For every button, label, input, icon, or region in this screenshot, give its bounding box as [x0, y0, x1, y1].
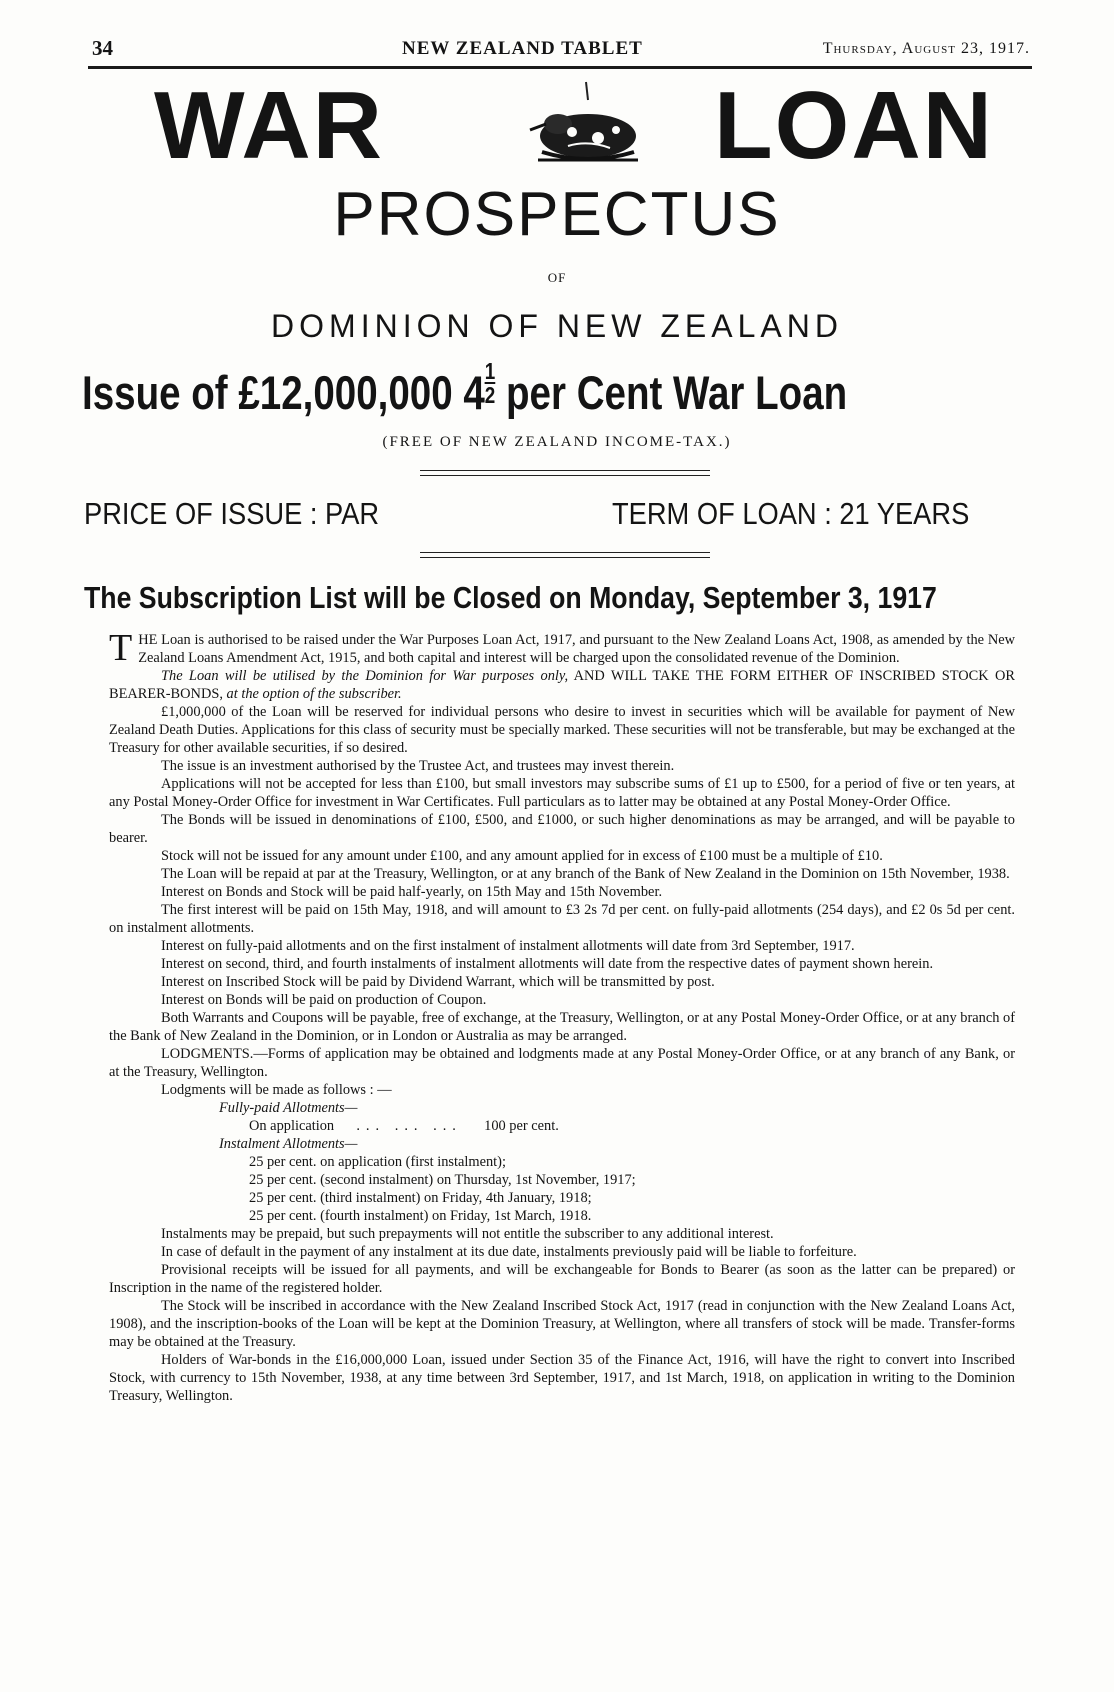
tax-free-note: (FREE OF NEW ZEALAND INCOME-TAX.)	[382, 434, 732, 450]
paragraph: The first interest will be paid on 15th May, 1918, and will amount to £3 2s 7d per cent. on fully-paid allotments (254 days), and £2 0s 5d per cent. on instalment allotments.	[109, 902, 1015, 936]
of-connector: OF	[547, 270, 567, 285]
paragraph: Instalments may be prepaid, but such prepayments will not entitle the subscriber to any additional interest.	[161, 1226, 774, 1242]
dominion-heading: DOMINION OF NEW ZEALAND	[271, 308, 843, 344]
page-number: 34	[92, 36, 113, 60]
paragraph: £1,000,000 of the Loan will be reserved for individual persons who desire to invest in securities which will be available for payment of New Zealand Death Duties. Applications for this class of security must be specially marked. These securities will not be transferable, but may be exchanged at the Treasury for other available securities, if so desired.	[109, 704, 1015, 756]
instalment-line: 25 per cent. on application (first instalment);	[249, 1154, 506, 1170]
paragraph: The Loan will be repaid at par at the Treasury, Wellington, or at any branch of the Bank of New Zealand in the Dominion on 15th November, 1938.	[161, 866, 1010, 882]
issue-date: Thursday, August 23, 1917.	[822, 40, 1030, 57]
paragraph: Lodgments will be made as follows : —	[161, 1082, 392, 1098]
newspaper-name: NEW ZEALAND TABLET	[402, 38, 643, 59]
paragraph: The Loan will be utilised by the Dominion for War purposes only, AND WILL TAKE THE FORM EITHER OF INSCRIBED STOCK OR BEARER-BONDS, at the option of the subscriber.	[109, 668, 1015, 702]
running-header	[92, 36, 1030, 62]
paragraph: Interest on Bonds and Stock will be paid half-yearly, on 15th May and 15th November.	[161, 884, 663, 900]
instalment-line: 25 per cent. (fourth instalment) on Friday, 1st March, 1918.	[249, 1208, 592, 1224]
price-of-issue: PRICE OF ISSUE : PAR	[84, 496, 380, 531]
paragraph: Interest on Inscribed Stock will be paid by Dividend Warrant, which will be transmitted by post.	[161, 974, 715, 990]
paragraph: Stock will not be issued for any amount under £100, and any amount applied for in excess of £100 must be a multiple of £10.	[161, 848, 883, 864]
issue-headline	[82, 360, 1033, 422]
paragraph: The issue is an investment authorised by the Trustee Act, and trustees may invest therein.	[161, 758, 675, 774]
term-of-loan: TERM OF LOAN : 21 YEARS	[612, 496, 970, 531]
issue-suffix: per Cent War Loan	[495, 366, 848, 419]
war-loan-banner	[92, 72, 1030, 180]
fraction-numerator: 1	[484, 358, 496, 384]
paragraph: THE Loan is authorised to be raised under the War Purposes Loan Act, 1917, and pursuant to the New Zealand Loans Act, 1908, as amended by the New Zealand Loans Amendment Act, 1915, and both capital and interest will be charged upon the consolidated revenue of the Dominion.	[109, 627, 1015, 669]
paragraph: In case of default in the payment of any instalment at its due date, instalments previously paid will be liable to forfeiture.	[161, 1244, 857, 1260]
headline-war: WAR	[154, 72, 384, 179]
paragraph: LODGMENTS.—Forms of application may be obtained and lodgments made at any Postal Money-Order Office, or at any branch of any Bank, or at the Treasury, Wellington.	[109, 1046, 1015, 1080]
closing-notice: The Subscription List will be Closed on Monday, September 3, 1917	[84, 580, 937, 615]
kiwi-emblem-icon	[528, 80, 648, 168]
lodgment-line: On application ... ... ... 100 per cent.	[249, 1118, 559, 1134]
divider-rule	[420, 552, 710, 558]
prospectus-heading: PROSPECTUS	[333, 180, 781, 249]
paragraph: Applications will not be accepted for less than £100, but small investors may subscribe sums of £1 up to £500, for a period of five or ten years, at any Postal Money-Order Office for investment in War Certificates. Full particulars as to latter may be obtained at any Postal Money-Order Office.	[109, 776, 1015, 810]
prospectus-body	[109, 627, 1015, 1405]
paragraph: The Bonds will be issued in denominations of £100, £500, and £1000, or such higher denominations as may be arranged, and will be payable to bearer.	[109, 812, 1015, 846]
paragraph: Both Warrants and Coupons will be payable, free of exchange, at the Treasury, Wellington, or at any Postal Money-Order Office, or at any branch of the Bank of New Zealand in the Dominion, or in London or Australia as may be arranged.	[109, 1010, 1015, 1044]
drop-cap: T	[109, 627, 133, 669]
header-rule	[88, 66, 1032, 69]
paragraph: Interest on second, third, and fourth instalments of instalment allotments will date from the respective dates of payment shown herein.	[161, 956, 934, 972]
divider-rule	[420, 470, 710, 476]
headline-loan: LOAN	[714, 72, 994, 179]
instalment-label: Instalment Allotments—	[219, 1136, 358, 1152]
fully-paid-label: Fully-paid Allotments—	[219, 1100, 358, 1116]
fraction-denominator: 2	[484, 382, 496, 408]
paragraph: Provisional receipts will be issued for all payments, and will be exchangeable for Bonds to Bearer (as soon as the latter can be prepared) or Inscription in the name of the registered holder.	[109, 1262, 1015, 1296]
paragraph: The Stock will be inscribed in accordance with the New Zealand Inscribed Stock Act, 1917 (read in conjunction with the New Zealand Loans Act, 1908), and the inscription-books of the Loan will be kept at the Dominion Treasury, at Wellington, where all transfers of stock will be made. Transfer-forms may be obtained at the Treasury.	[109, 1298, 1015, 1350]
paragraph: Interest on fully-paid allotments and on the first instalment of instalment allotments will date from 3rd September, 1917.	[161, 938, 855, 954]
issue-prefix: Issue of £12,000,000 4	[82, 366, 485, 419]
paragraph: Interest on Bonds will be paid on production of Coupon.	[161, 992, 487, 1008]
half-fraction	[485, 360, 495, 406]
instalment-line: 25 per cent. (second instalment) on Thursday, 1st November, 1917;	[249, 1172, 636, 1188]
instalment-line: 25 per cent. (third instalment) on Friday, 4th January, 1918;	[249, 1190, 592, 1206]
paragraph: Holders of War-bonds in the £16,000,000 Loan, issued under Section 35 of the Finance Act, 1916, will have the right to convert into Inscribed Stock, with currency to 15th November, 1938, at any time between 3rd September, 1917, and 1st March, 1918, on application in writing to the Dominion Treasury, Wellington.	[109, 1352, 1015, 1404]
